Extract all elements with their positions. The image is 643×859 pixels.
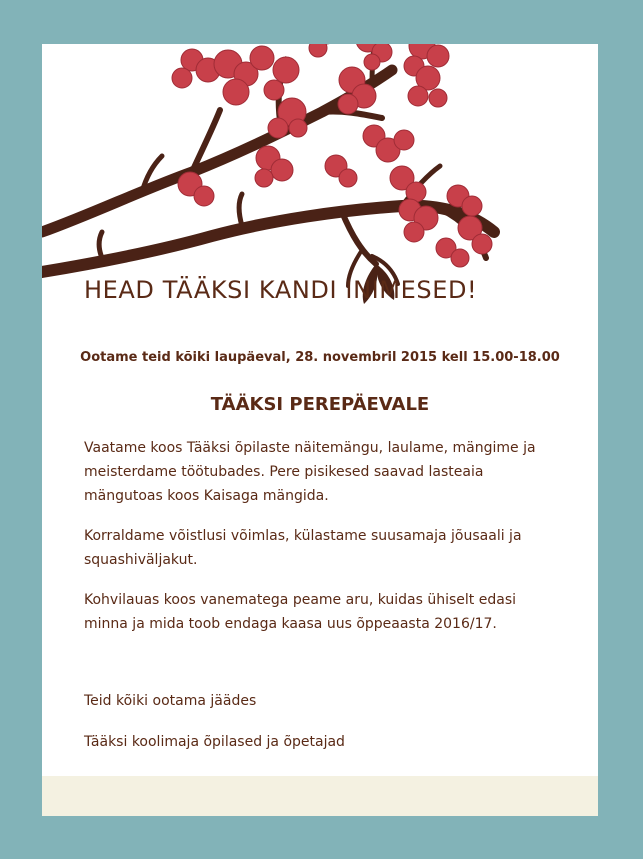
closing-line: Teid kõiki ootama jäädes xyxy=(84,693,257,709)
invitation-card xyxy=(42,44,598,816)
event-subheading: TÄÄKSI PEREPÄEVALE xyxy=(210,394,430,415)
paragraph-program: Vaatame koos Tääksi õpilaste näitemängu, laulame, mängime ja meisterdame töötubades. Pere pisikesed saavad lasteaia mängutoas koos Kaisaga mängida. xyxy=(84,440,536,504)
event-date-line: Ootame teid kõiki laupäeval, 28. novembril 2015 kell 15.00-18.00 xyxy=(80,350,560,365)
signature-line: Tääksi koolimaja õpilased ja õpetajad xyxy=(84,734,345,750)
footer-band xyxy=(42,776,598,816)
paragraph-competitions: Korraldame võistlusi võimlas, külastame suusamaja jõusaali ja squashiväljakut. xyxy=(84,528,522,568)
headline: HEAD TÄÄKSI KANDI INIMESED! xyxy=(84,276,478,304)
paragraph-coffee-table: Kohvilauas koos vanematega peame aru, kuidas ühiselt edasi minna ja mida toob endaga kaasa uus õppeaasta 2016/17. xyxy=(84,592,517,632)
